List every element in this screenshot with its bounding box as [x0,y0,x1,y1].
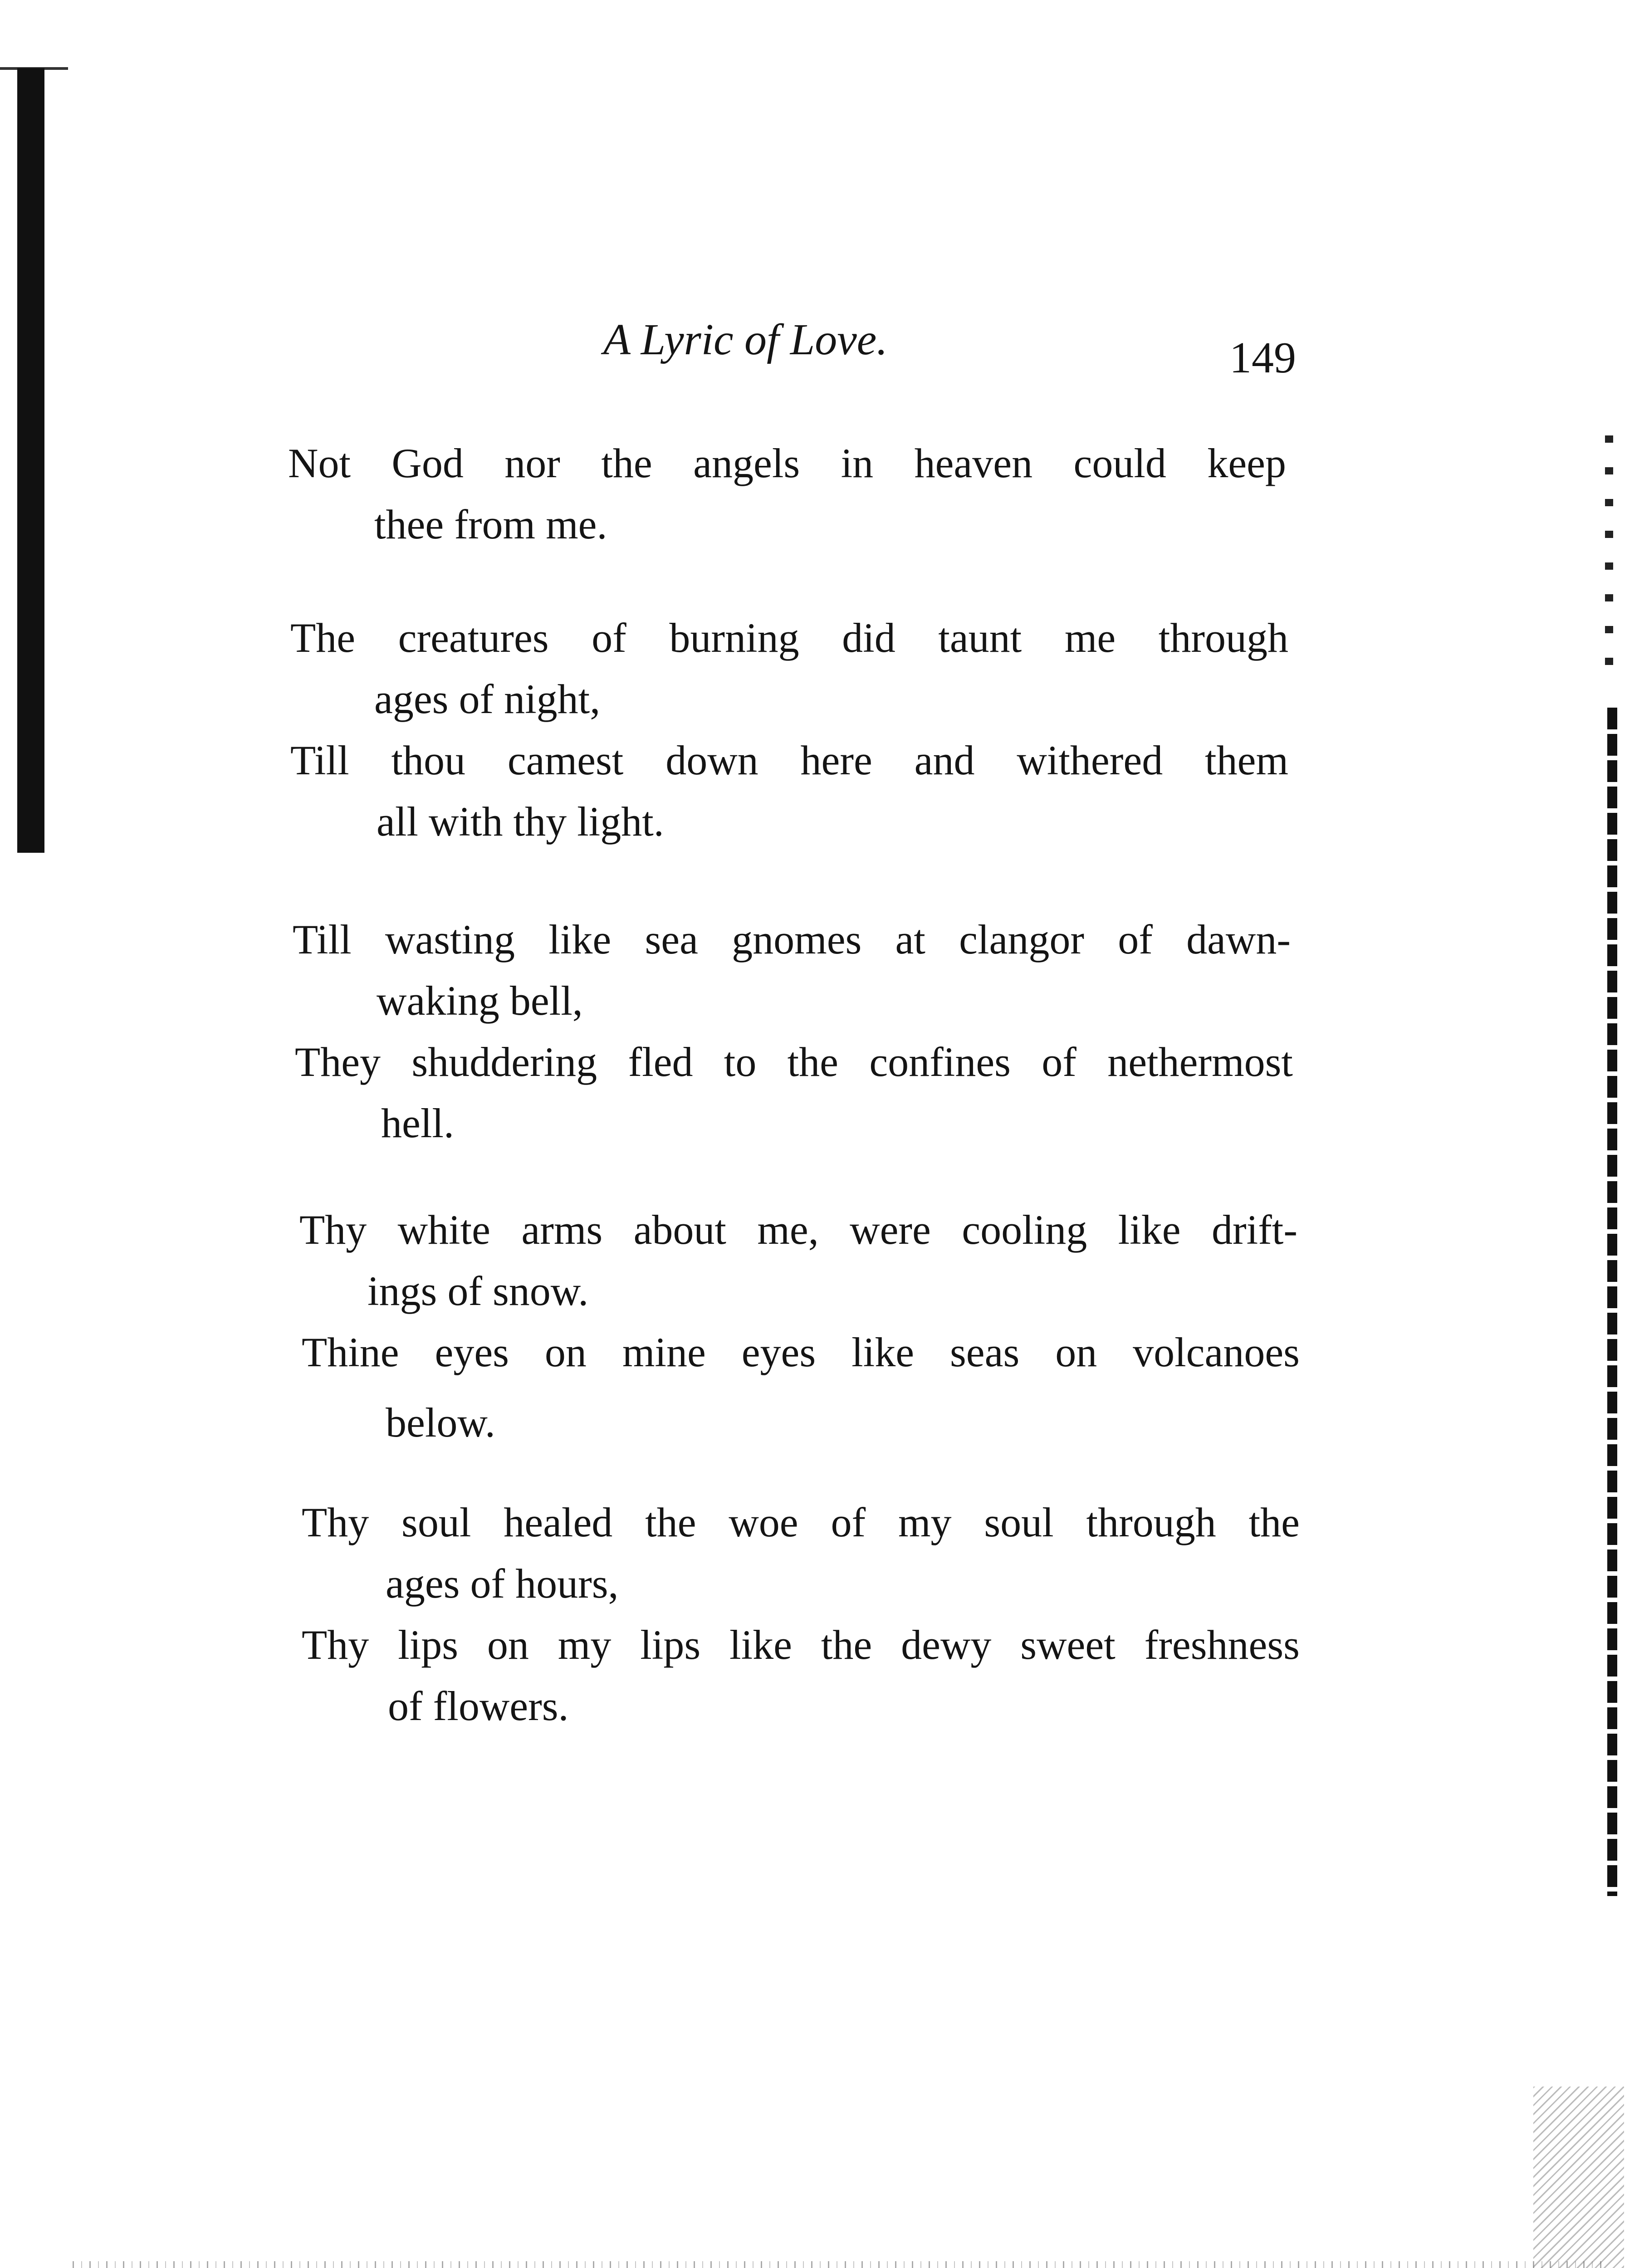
verse-line-continuation: waking bell, [377,978,583,1024]
verse-line: They shuddering fled to the confines of nethermost [295,1039,1293,1085]
verse-line: Thy white arms about me, were cooling like drift- [299,1207,1297,1253]
verse-line: Thine eyes on mine eyes like seas on volcanoes [302,1329,1300,1375]
verse-line-continuation: hell. [381,1100,454,1146]
scan-artifact-left-binding-edge [17,68,44,853]
running-head-title: A Lyric of Love. [603,315,888,364]
verse-line: The creatures of burning did taunt me through [290,615,1288,661]
verse-line-continuation: ings of snow. [367,1268,589,1314]
scan-artifact-right-ticks [1605,435,1613,689]
scan-artifact-bottom-right-corner [1533,2087,1624,2268]
verse-line: Not God nor the angels in heaven could keep [288,440,1286,486]
verse-line: Thy lips on my lips like the dewy sweet freshness [302,1622,1300,1668]
scan-artifact-bottom-edge [73,2261,1601,2268]
verse-line-continuation: of flowers. [388,1683,569,1729]
scan-artifact-right-page-edge [1607,708,1617,1896]
verse-line: Till wasting like sea gnomes at clangor of dawn- [293,916,1291,963]
verse-line: Thy soul healed the woe of my soul through the [302,1499,1300,1545]
verse-line-continuation: below. [386,1399,495,1446]
verse-line-continuation: all with thy light. [377,798,664,845]
verse-line-continuation: thee from me. [374,501,607,547]
verse-line: Till thou camest down here and withered them [290,737,1288,783]
verse-line-continuation: ages of hours, [386,1560,619,1607]
page-number: 149 [1229,333,1296,382]
verse-line-continuation: ages of night, [374,676,601,722]
